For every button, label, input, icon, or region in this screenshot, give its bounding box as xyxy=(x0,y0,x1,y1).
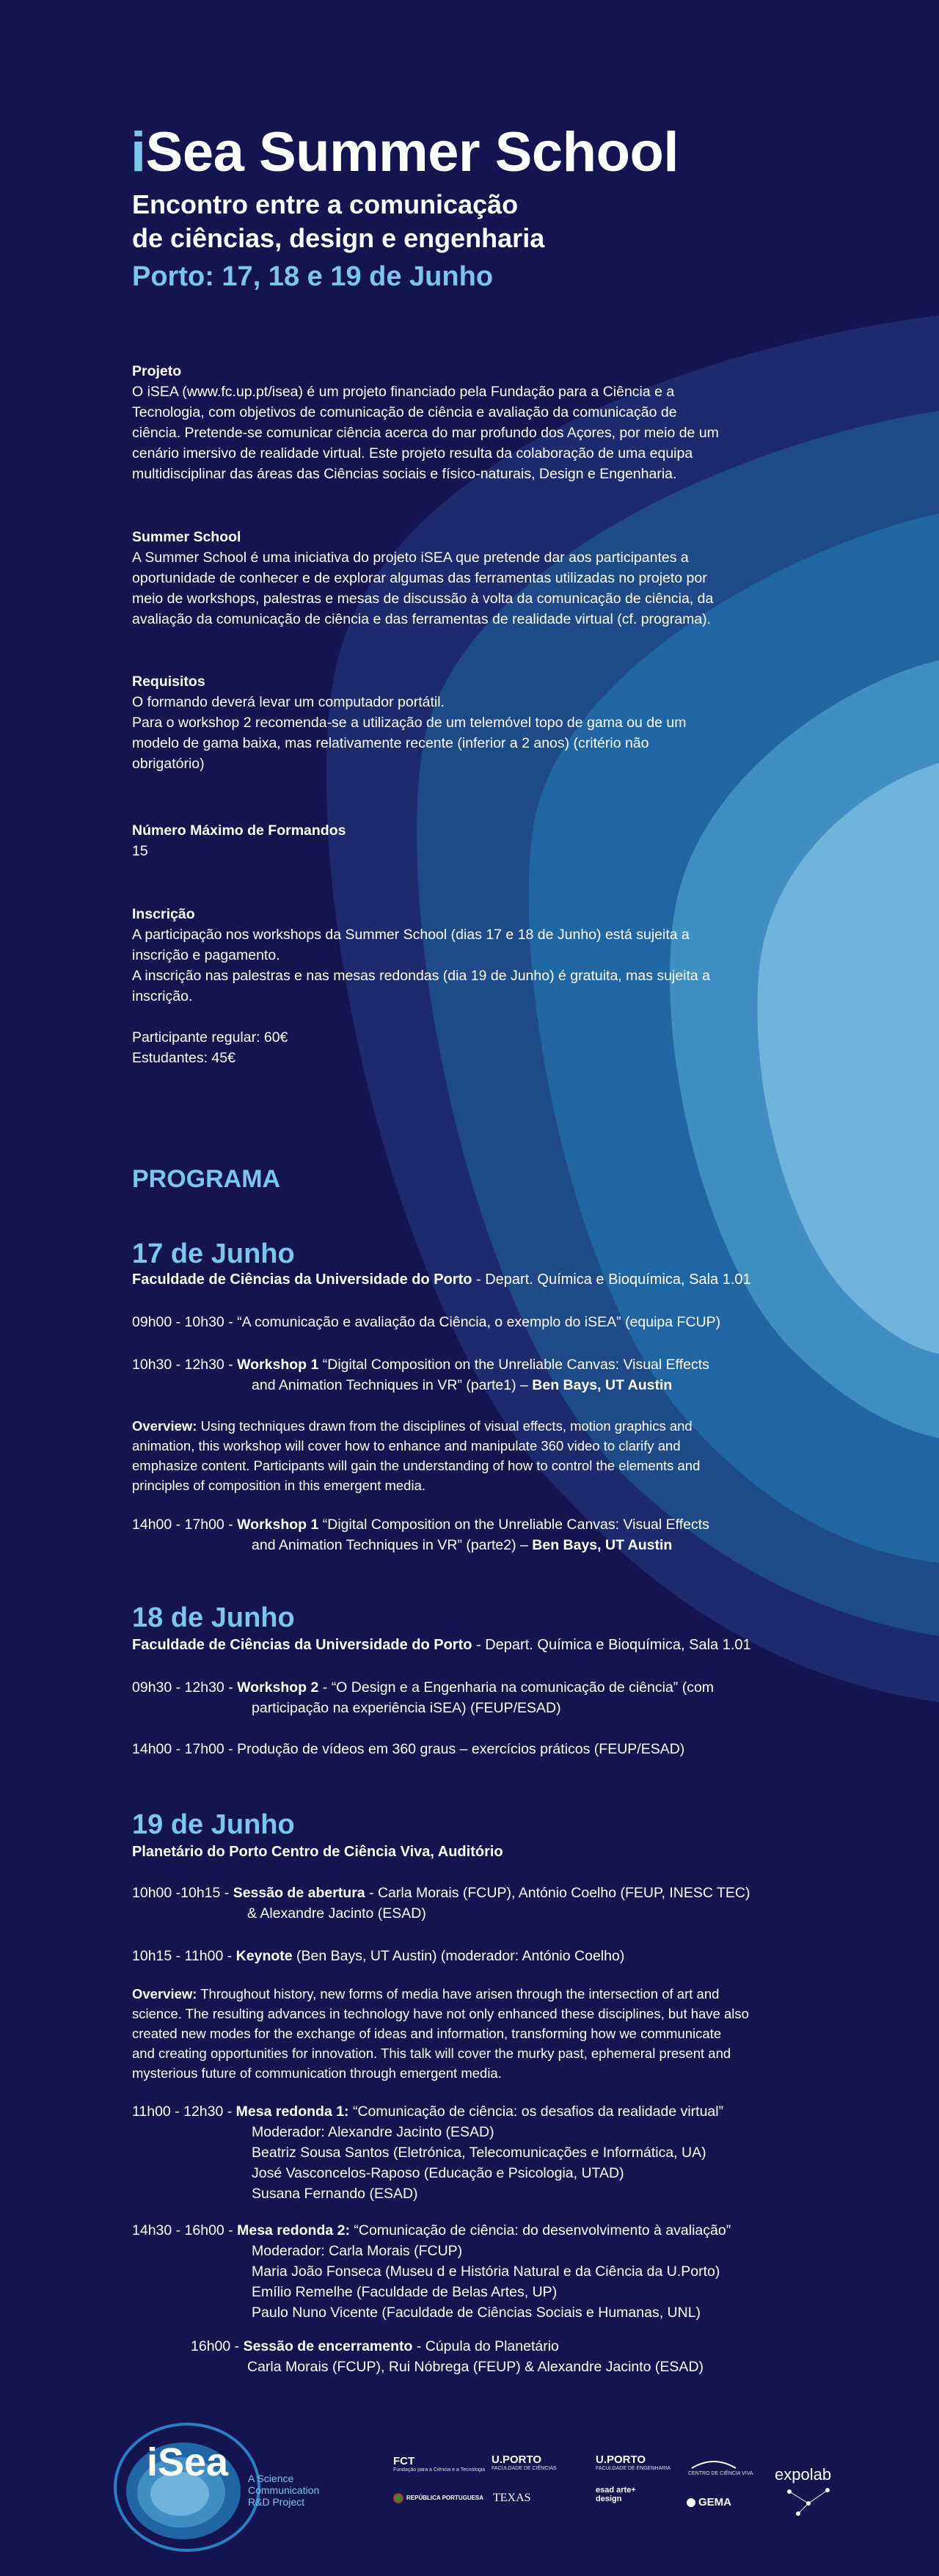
uporto-engenharia-logo xyxy=(596,2453,671,2471)
uporto-logo-subtext: FACULDADE DE ENGENHARIA xyxy=(596,2466,671,2471)
gema-logo xyxy=(687,2496,731,2509)
text-line: inscrição. xyxy=(132,988,193,1004)
item-title: Mesa redonda 1: xyxy=(235,2104,349,2120)
expolab-logo-text: expolab xyxy=(775,2465,832,2484)
participant: Maria João Fonseca (Museu d e História Natural e da Ciência da U.Porto) xyxy=(252,2263,720,2280)
participant: Moderador: Alexandre Jacinto (ESAD) xyxy=(252,2124,494,2140)
uporto-logo-text: U.PORTO xyxy=(596,2453,646,2466)
schedule-item-mesa-1 xyxy=(132,2101,807,2204)
participant: Beatriz Sousa Santos (Eletrónica, Telecomunicações e Informática, UA) xyxy=(252,2145,706,2161)
venue-room: - Depart. Química e Bioquímica, Sala 1.01 xyxy=(472,1637,751,1653)
item-desc-cont: & Alexandre Jacinto (ESAD) xyxy=(247,1905,426,1922)
item-time: 10h00 -10h15 - xyxy=(132,1885,233,1901)
overview-line: mysterious future of communication through emergent media. xyxy=(132,2065,502,2081)
overview-line: science. The resulting advances in technology have not only enhanced these disciplines, but have also xyxy=(132,2006,749,2021)
overview-line: principles of composition in this emergent media. xyxy=(132,1478,425,1493)
republica-portuguesa-logo xyxy=(393,2493,483,2503)
price-students: Estudantes: 45€ xyxy=(132,1050,235,1066)
text-line: O formando deverá levar um computador portátil. xyxy=(132,694,445,710)
text-line: O iSEA (www.fc.up.pt/isea) é um projeto financiado pela Fundação para a Ciência e a xyxy=(132,384,675,400)
overview-block xyxy=(132,1984,814,2083)
item-title: Workshop 2 xyxy=(237,1679,319,1696)
texas-logo-text: TEXAS xyxy=(493,2492,531,2504)
item-time: 10h15 - 11h00 - xyxy=(132,1948,236,1964)
gema-dot-icon xyxy=(687,2498,695,2507)
text-line: cenário imersivo de realidade virtual. Este projeto resulta da colaboração de uma equipa xyxy=(132,445,693,461)
schedule-item xyxy=(132,1312,807,1332)
expolab-logo xyxy=(775,2465,831,2484)
text-line: inscrição e pagamento. xyxy=(132,947,280,963)
event-dates: Porto: 17, 18 e 19 de Junho xyxy=(132,261,494,292)
esad-logo xyxy=(596,2486,647,2503)
item-speaker: Ben Bays, UT Austin xyxy=(532,1377,673,1393)
item-desc-cont: and Animation Techniques in VR” (parte1) – xyxy=(252,1377,533,1393)
section-heading: Projeto xyxy=(132,363,182,379)
item-title: Sessão de encerramento xyxy=(243,2338,413,2354)
text-line: avaliação da comunicação de ciência e das ferramentas de realidade virtual (cf. programa). xyxy=(132,611,712,627)
item-time: 10h30 - 12h30 - xyxy=(132,1357,238,1373)
item-title: Workshop 1 xyxy=(237,1517,319,1533)
item-desc-cont: and Animation Techniques in VR” (parte2) – xyxy=(252,1537,533,1553)
day-19-title: 19 de Junho xyxy=(132,1809,295,1840)
max-value: 15 xyxy=(132,843,148,859)
text-line: ciência. Pretende-se comunicar ciência acerca do mar profundo dos Açores, por meio de um xyxy=(132,425,719,441)
tagline-line: Communication xyxy=(248,2484,320,2496)
overview-line: emphasize content. Participants will gain the understanding of how to control the elements and xyxy=(132,1458,701,1473)
participant: Susana Fernando (ESAD) xyxy=(252,2186,418,2202)
overview-label: Overview: xyxy=(132,1418,197,1434)
schedule-item xyxy=(132,1677,807,1718)
text-line: Para o workshop 2 recomenda-se a utilização de um telemóvel topo de gama ou de um xyxy=(132,715,687,731)
schedule-item-mesa-2 xyxy=(132,2220,807,2323)
schedule-line: 09h00 - 10h30 - “A comunicação e avaliação da Ciência, o exemplo do iSEA” (equipa FCUP) xyxy=(132,1314,721,1330)
texas-logo xyxy=(493,2492,531,2505)
item-speaker: Ben Bays, UT Austin xyxy=(532,1537,673,1553)
item-time: 14h00 - 17h00 - xyxy=(132,1517,238,1533)
venue-name: Faculdade de Ciências da Universidade do Porto xyxy=(132,1271,472,1288)
esad-logo-text: esad arte+ design xyxy=(596,2486,636,2503)
text-line: obrigatório) xyxy=(132,756,205,772)
section-heading: Inscrição xyxy=(132,906,195,922)
item-desc: - Cúpula do Planetário xyxy=(412,2338,559,2354)
price-regular: Participante regular: 60€ xyxy=(132,1029,288,1046)
text-line: meio de workshops, palestras e mesas de discussão à volta da comunicação de ciência, da xyxy=(132,591,714,607)
text-line: modelo de gama baixa, mas relativamente recente (inferior a 2 anos) (critério não xyxy=(132,735,649,751)
item-time: 16h00 - xyxy=(191,2338,244,2354)
uporto-ciencias-logo xyxy=(492,2453,557,2471)
day-18-venue xyxy=(132,1635,751,1655)
republica-logo-text: REPÚBLICA PORTUGUESA xyxy=(406,2495,484,2502)
participant: Paulo Nuno Vicente (Faculdade de Ciências Sociais e Humanas, UNL) xyxy=(252,2305,701,2321)
text-line: A inscrição nas palestras e nas mesas redondas (dia 19 de Junho) é gratuita, mas sujeita a xyxy=(132,968,711,984)
section-numero-maximo xyxy=(132,820,807,861)
item-time: 11h00 - 12h30 - xyxy=(132,2104,236,2120)
overview-line: Throughout history, new forms of media have arisen through the intersection of art and xyxy=(197,1986,720,2002)
item-desc: “Digital Composition on the Unreliable Canvas: Visual Effects xyxy=(318,1517,709,1533)
item-title: Mesa redonda 2: xyxy=(237,2222,350,2239)
item-desc-cont: participação na experiência iSEA) (FEUP/ESAD) xyxy=(252,1700,561,1716)
closing-participants: Carla Morais (FCUP), Rui Nóbrega (FEUP) & Alexandre Jacinto (ESAD) xyxy=(247,2359,704,2375)
text-line: Tecnologia, com objetivos de comunicação de ciência e avaliação da comunicação de xyxy=(132,404,677,420)
section-heading: Summer School xyxy=(132,529,241,545)
subtitle xyxy=(132,188,544,255)
item-desc: “Comunicação de ciência: do desenvolvimento à avaliação” xyxy=(350,2222,731,2239)
text-line: A participação nos workshops da Summer School (dias 17 e 18 de Junho) está sujeita a xyxy=(132,927,690,943)
isea-logo-text: iSea xyxy=(147,2440,229,2484)
isea-tagline xyxy=(248,2473,319,2508)
venue-name: Planetário do Porto Centro de Ciência Viva, Auditório xyxy=(132,1844,503,1860)
section-requisitos xyxy=(132,671,807,774)
day-18-title: 18 de Junho xyxy=(132,1602,295,1633)
fct-logo-subtext: Fundação para a Ciência e a Tecnologia xyxy=(393,2467,486,2473)
item-desc: - “O Design e a Engenharia na comunicação de ciência” (com xyxy=(318,1679,715,1696)
title-i: i xyxy=(131,121,146,183)
text-line: A Summer School é uma iniciativa do projeto iSEA que pretende dar aos participantes a xyxy=(132,550,689,566)
participant: Moderador: Carla Morais (FCUP) xyxy=(252,2243,463,2259)
item-time: 14h30 - 16h00 - xyxy=(132,2222,238,2239)
section-inscricao xyxy=(132,904,807,1068)
programa-heading: PROGRAMA xyxy=(132,1165,281,1193)
overview-label: Overview: xyxy=(132,1986,197,2002)
item-title: Keynote xyxy=(235,1948,293,1964)
uporto-logo-text: U.PORTO xyxy=(492,2453,542,2466)
section-heading: Número Máximo de Formandos xyxy=(132,822,346,839)
text-line: oportunidade de conhecer e de explorar algumas das ferramentas utilizadas no projeto por xyxy=(132,570,707,586)
fct-logo xyxy=(393,2455,485,2473)
text-line: multidisciplinar das áreas das Ciências sociais e físico-naturais, Design e Engenharia. xyxy=(132,466,677,482)
day-17-venue xyxy=(132,1269,751,1290)
item-desc: (Ben Bays, UT Austin) (moderador: António Coelho) xyxy=(292,1948,625,1964)
schedule-item xyxy=(132,1514,807,1555)
section-projeto xyxy=(132,361,807,484)
subtitle-line-1: Encontro entre a comunicação xyxy=(132,189,519,219)
schedule-item xyxy=(132,1739,807,1759)
page-title xyxy=(131,121,679,183)
participant: Emílio Remelhe (Faculdade de Belas Artes, UP) xyxy=(252,2284,558,2300)
venue-room: - Depart. Química e Bioquímica, Sala 1.01 xyxy=(472,1271,751,1288)
overview-block xyxy=(132,1416,814,1495)
overview-line: and creating opportunities for innovation. This talk will cover the murky past, ephemeral present and xyxy=(132,2046,731,2061)
fct-logo-text: FCT xyxy=(393,2455,415,2467)
schedule-item xyxy=(132,1354,807,1395)
item-desc: - Carla Morais (FCUP), António Coelho (FEUP, INESC TEC) xyxy=(365,1885,750,1901)
expolab-network-icon xyxy=(783,2484,835,2517)
schedule-item xyxy=(132,1883,807,1924)
planetario-logo-subtext: CENTRO DE CIÊNCIA VIVA xyxy=(688,2471,753,2476)
tagline-line: R&D Project xyxy=(248,2496,305,2508)
schedule-item-closing xyxy=(191,2336,866,2377)
republica-emblem-icon xyxy=(393,2493,403,2503)
overview-line: Using techniques drawn from the disciplines of visual effects, motion graphics and xyxy=(197,1418,693,1434)
day-17-title: 17 de Junho xyxy=(132,1238,295,1269)
section-summer-school xyxy=(132,527,807,630)
planetario-logo xyxy=(688,2458,753,2476)
item-title: Workshop 1 xyxy=(237,1357,319,1373)
tagline-line: A Science xyxy=(248,2473,294,2484)
schedule-item xyxy=(132,1946,807,1966)
uporto-logo-subtext: FACULDADE DE CIÊNCIAS xyxy=(492,2466,557,2471)
item-desc: “Comunicação de ciência: os desafios da realidade virtual” xyxy=(348,2104,724,2120)
overview-line: animation, this workshop will cover how to enhance and manipulate 360 video to clarify and xyxy=(132,1438,681,1453)
venue-name: Faculdade de Ciências da Universidade do Porto xyxy=(132,1637,472,1653)
item-title: Sessão de abertura xyxy=(233,1885,365,1901)
gema-logo-text: GEMA xyxy=(698,2496,731,2509)
title-rest: Sea Summer School xyxy=(145,121,679,183)
section-heading: Requisitos xyxy=(132,674,205,690)
item-time: 09h30 - 12h30 - xyxy=(132,1679,238,1696)
day-19-venue xyxy=(132,1842,503,1862)
participant: José Vasconcelos-Raposo (Educação e Psicologia, UTAD) xyxy=(252,2165,624,2181)
planetario-dome-icon xyxy=(688,2458,739,2470)
subtitle-line-2: de ciências, design e engenharia xyxy=(132,223,545,253)
item-desc: “Digital Composition on the Unreliable Canvas: Visual Effects xyxy=(318,1357,709,1373)
overview-line: created new modes for the exchange of ideas and information, transforming how we communicate xyxy=(132,2026,722,2041)
schedule-line: 14h00 - 17h00 - Produção de vídeos em 360 graus – exercícios práticos (FEUP/ESAD) xyxy=(132,1741,685,1757)
